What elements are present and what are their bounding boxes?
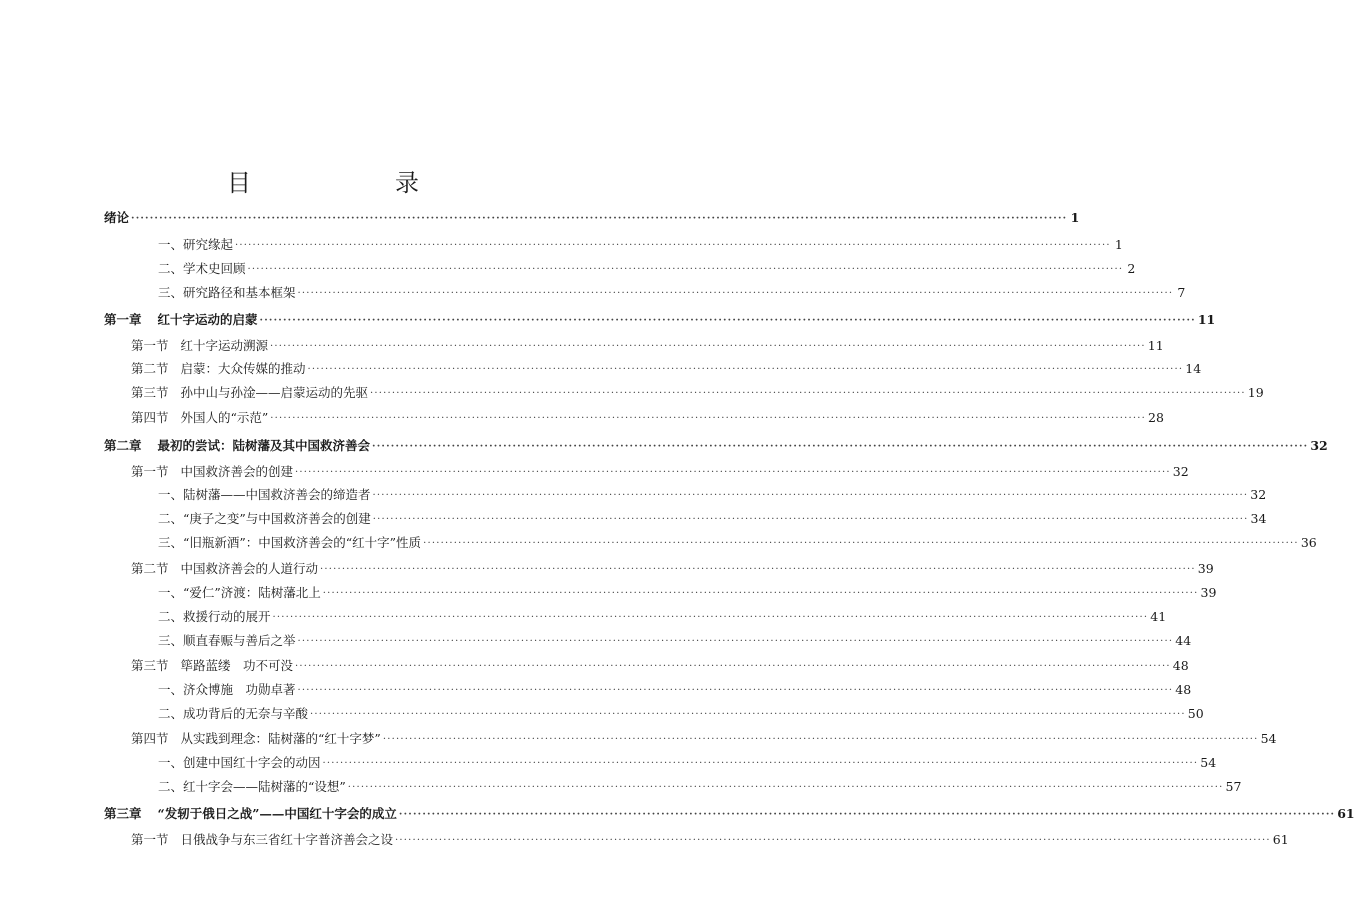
toc-entry-title: 二、成功背后的无奈与辛酸 <box>158 706 309 721</box>
toc-page-number: 44 <box>1175 633 1192 648</box>
toc-entry <box>158 680 1192 700</box>
toc-entry-title: 红十字运动溯源 <box>180 338 269 353</box>
toc-entry <box>158 777 1242 797</box>
toc-leader-dots: ········································································································································································································ <box>259 315 1196 326</box>
toc-entry-title: 三、顺直春赈与善后之举 <box>158 633 296 648</box>
toc-entry-title: 筚路蓝缕 功不可没 <box>180 658 294 673</box>
toc-leader-dots: ········································································································································································································ <box>322 588 1199 599</box>
toc-page-number: 54 <box>1200 755 1217 770</box>
toc-page-number: 1 <box>1114 237 1123 252</box>
toc-leader-dots: ········································································································································································································ <box>423 538 1299 549</box>
toc-entry <box>104 208 1080 228</box>
toc-page-number: 32 <box>1250 487 1267 502</box>
toc-page-number: 61 <box>1337 806 1355 821</box>
toc-leader-dots: ········································································································································································································ <box>270 341 1146 352</box>
toc-entry-number: 第二节 <box>131 561 169 576</box>
toc-entry <box>158 631 1192 651</box>
toc-entry <box>131 336 1164 356</box>
toc-entry-title: 二、救援行动的展开 <box>158 609 271 624</box>
toc-entry <box>131 383 1264 403</box>
toc-entry <box>158 235 1123 255</box>
toc-leader-dots: ········································································································································································································ <box>322 758 1199 769</box>
toc-entry-number: 第三节 <box>131 385 169 400</box>
toc-page-number: 39 <box>1200 585 1217 600</box>
toc-leader-dots: ········································································································································································································ <box>295 467 1171 478</box>
toc-leader-dots: ········································································································································································································ <box>382 734 1259 745</box>
page-title: 目 录 <box>227 169 451 197</box>
toc-page-number: 34 <box>1250 511 1267 526</box>
toc-entry-number: 第三章 <box>104 806 142 821</box>
toc-entry-title: 外国人的“示范” <box>180 410 269 425</box>
toc-entry <box>158 259 1136 279</box>
toc-page-number: 57 <box>1225 779 1242 794</box>
toc-entry-number: 第一节 <box>131 338 169 353</box>
toc-page-number: 48 <box>1172 658 1189 673</box>
toc-leader-dots: ········································································································································································································ <box>295 661 1171 672</box>
toc-leader-dots: ········································································································································································································ <box>372 514 1249 525</box>
toc-entry <box>158 753 1217 773</box>
toc-entry <box>158 283 1186 303</box>
toc-leader-dots: ········································································································································································································ <box>297 288 1174 299</box>
toc-leader-dots: ········································································································································································································ <box>297 685 1174 696</box>
toc-entry-number: 绪论 <box>104 210 130 225</box>
toc-entry-number: 第一节 <box>131 464 169 479</box>
toc-entry-title: 一、研究缘起 <box>158 237 234 252</box>
toc-entry-title: 二、红十字会——陆树藩的“设想” <box>158 779 346 794</box>
toc-entry-title: 三、“旧瓶新酒”：中国救济善会的“红十字”性质 <box>158 535 422 550</box>
toc-page-number: 19 <box>1247 385 1264 400</box>
toc-entry-title: 中国救济善会的创建 <box>180 464 294 479</box>
toc-entry-number: 第四节 <box>131 731 169 746</box>
toc-entry-number: 第一章 <box>104 312 142 327</box>
toc-entry-title: 启蒙：大众传媒的推动 <box>180 361 306 376</box>
toc-page-number: 39 <box>1197 561 1214 576</box>
toc-page-number: 41 <box>1150 609 1167 624</box>
toc-entry-number: 第二章 <box>104 438 142 453</box>
toc-entry <box>158 485 1267 505</box>
toc-entry-title: “发轫于俄日之战”——中国红十字会的成立 <box>157 806 397 821</box>
toc-page-number: 32 <box>1310 438 1328 453</box>
toc-entry <box>158 607 1167 627</box>
toc-entry-title: 二、“庚子之变”与中国救济善会的创建 <box>158 511 371 526</box>
toc-entry-title: 最初的尝试：陆树藩及其中国救济善会 <box>157 438 371 453</box>
toc-entry-title: 二、学术史回顾 <box>158 261 246 276</box>
toc-page-number: 36 <box>1300 535 1317 550</box>
toc-page-number: 11 <box>1147 338 1164 353</box>
toc-entry-number: 第三节 <box>131 658 169 673</box>
toc-entry <box>131 408 1164 428</box>
toc-leader-dots: ········································································································································································································ <box>398 809 1336 820</box>
toc-leader-dots: ········································································································································································································ <box>395 835 1271 846</box>
toc-page-number: 32 <box>1172 464 1189 479</box>
toc-entry <box>158 509 1267 529</box>
toc-page-number: 48 <box>1175 682 1192 697</box>
toc-leader-dots: ········································································································································································································ <box>347 782 1224 793</box>
toc-leader-dots: ········································································································································································································ <box>372 490 1249 501</box>
toc-page-number: 7 <box>1177 285 1186 300</box>
toc-entry-number: 第一节 <box>131 832 169 847</box>
toc-leader-dots: ········································································································································································································ <box>297 636 1174 647</box>
toc-entry-title: 孙中山与孙淦——启蒙运动的先驱 <box>180 385 369 400</box>
toc-leader-dots: ········································································································································································································ <box>372 441 1309 452</box>
toc-entry-title: 三、研究路径和基本框架 <box>158 285 296 300</box>
toc-leader-dots: ········································································································································································································ <box>131 213 1068 224</box>
toc-entry <box>104 436 1328 456</box>
toc-leader-dots: ········································································································································································································ <box>310 709 1186 720</box>
toc-entry <box>104 804 1355 824</box>
toc-entry <box>158 533 1317 553</box>
toc-entry-title: 一、济众博施 功勋卓著 <box>158 682 296 697</box>
toc-page-number: 11 <box>1197 312 1216 327</box>
toc-entry <box>131 729 1277 749</box>
toc-page-number: 61 <box>1272 832 1289 847</box>
toc-page-number: 14 <box>1185 361 1202 376</box>
toc-entry <box>158 583 1217 603</box>
toc-entry-number: 第二节 <box>131 361 169 376</box>
toc-entry <box>131 462 1189 482</box>
toc-leader-dots: ········································································································································································································ <box>307 364 1184 375</box>
toc-entry <box>131 359 1202 379</box>
toc-entry-title: 一、创建中国红十字会的动因 <box>158 755 321 770</box>
toc-entry <box>158 704 1204 724</box>
toc-entry-title: 中国救济善会的人道行动 <box>180 561 319 576</box>
toc-leader-dots: ········································································································································································································ <box>320 564 1196 575</box>
toc-entry <box>131 656 1189 676</box>
toc-page-number: 50 <box>1187 706 1204 721</box>
toc-entry <box>131 559 1214 579</box>
toc-entry-title: 一、陆树藩——中国救济善会的缔造者 <box>158 487 371 502</box>
toc-page-number: 1 <box>1070 210 1080 225</box>
toc-entry-title: 从实践到理念：陆树藩的“红十字梦” <box>180 731 381 746</box>
toc-entry-number: 第四节 <box>131 410 169 425</box>
toc-entry-title: 一、“爱仁”济渡：陆树藩北上 <box>158 585 321 600</box>
toc-entry-title: 红十字运动的启蒙 <box>157 312 258 327</box>
toc-leader-dots: ········································································································································································································ <box>235 240 1111 251</box>
toc-entry-title: 日俄战争与东三省红十字普济善会之设 <box>180 832 394 847</box>
toc-page-number: 54 <box>1260 731 1277 746</box>
toc-leader-dots: ········································································································································································································ <box>270 413 1147 424</box>
toc-entry <box>131 830 1289 850</box>
toc-page-number: 2 <box>1127 261 1136 276</box>
toc-leader-dots: ········································································································································································································ <box>272 612 1149 623</box>
toc-leader-dots: ········································································································································································································ <box>370 388 1246 399</box>
toc-leader-dots: ········································································································································································································ <box>247 264 1124 275</box>
toc-page-number: 28 <box>1148 410 1164 425</box>
toc-entry <box>104 310 1216 330</box>
